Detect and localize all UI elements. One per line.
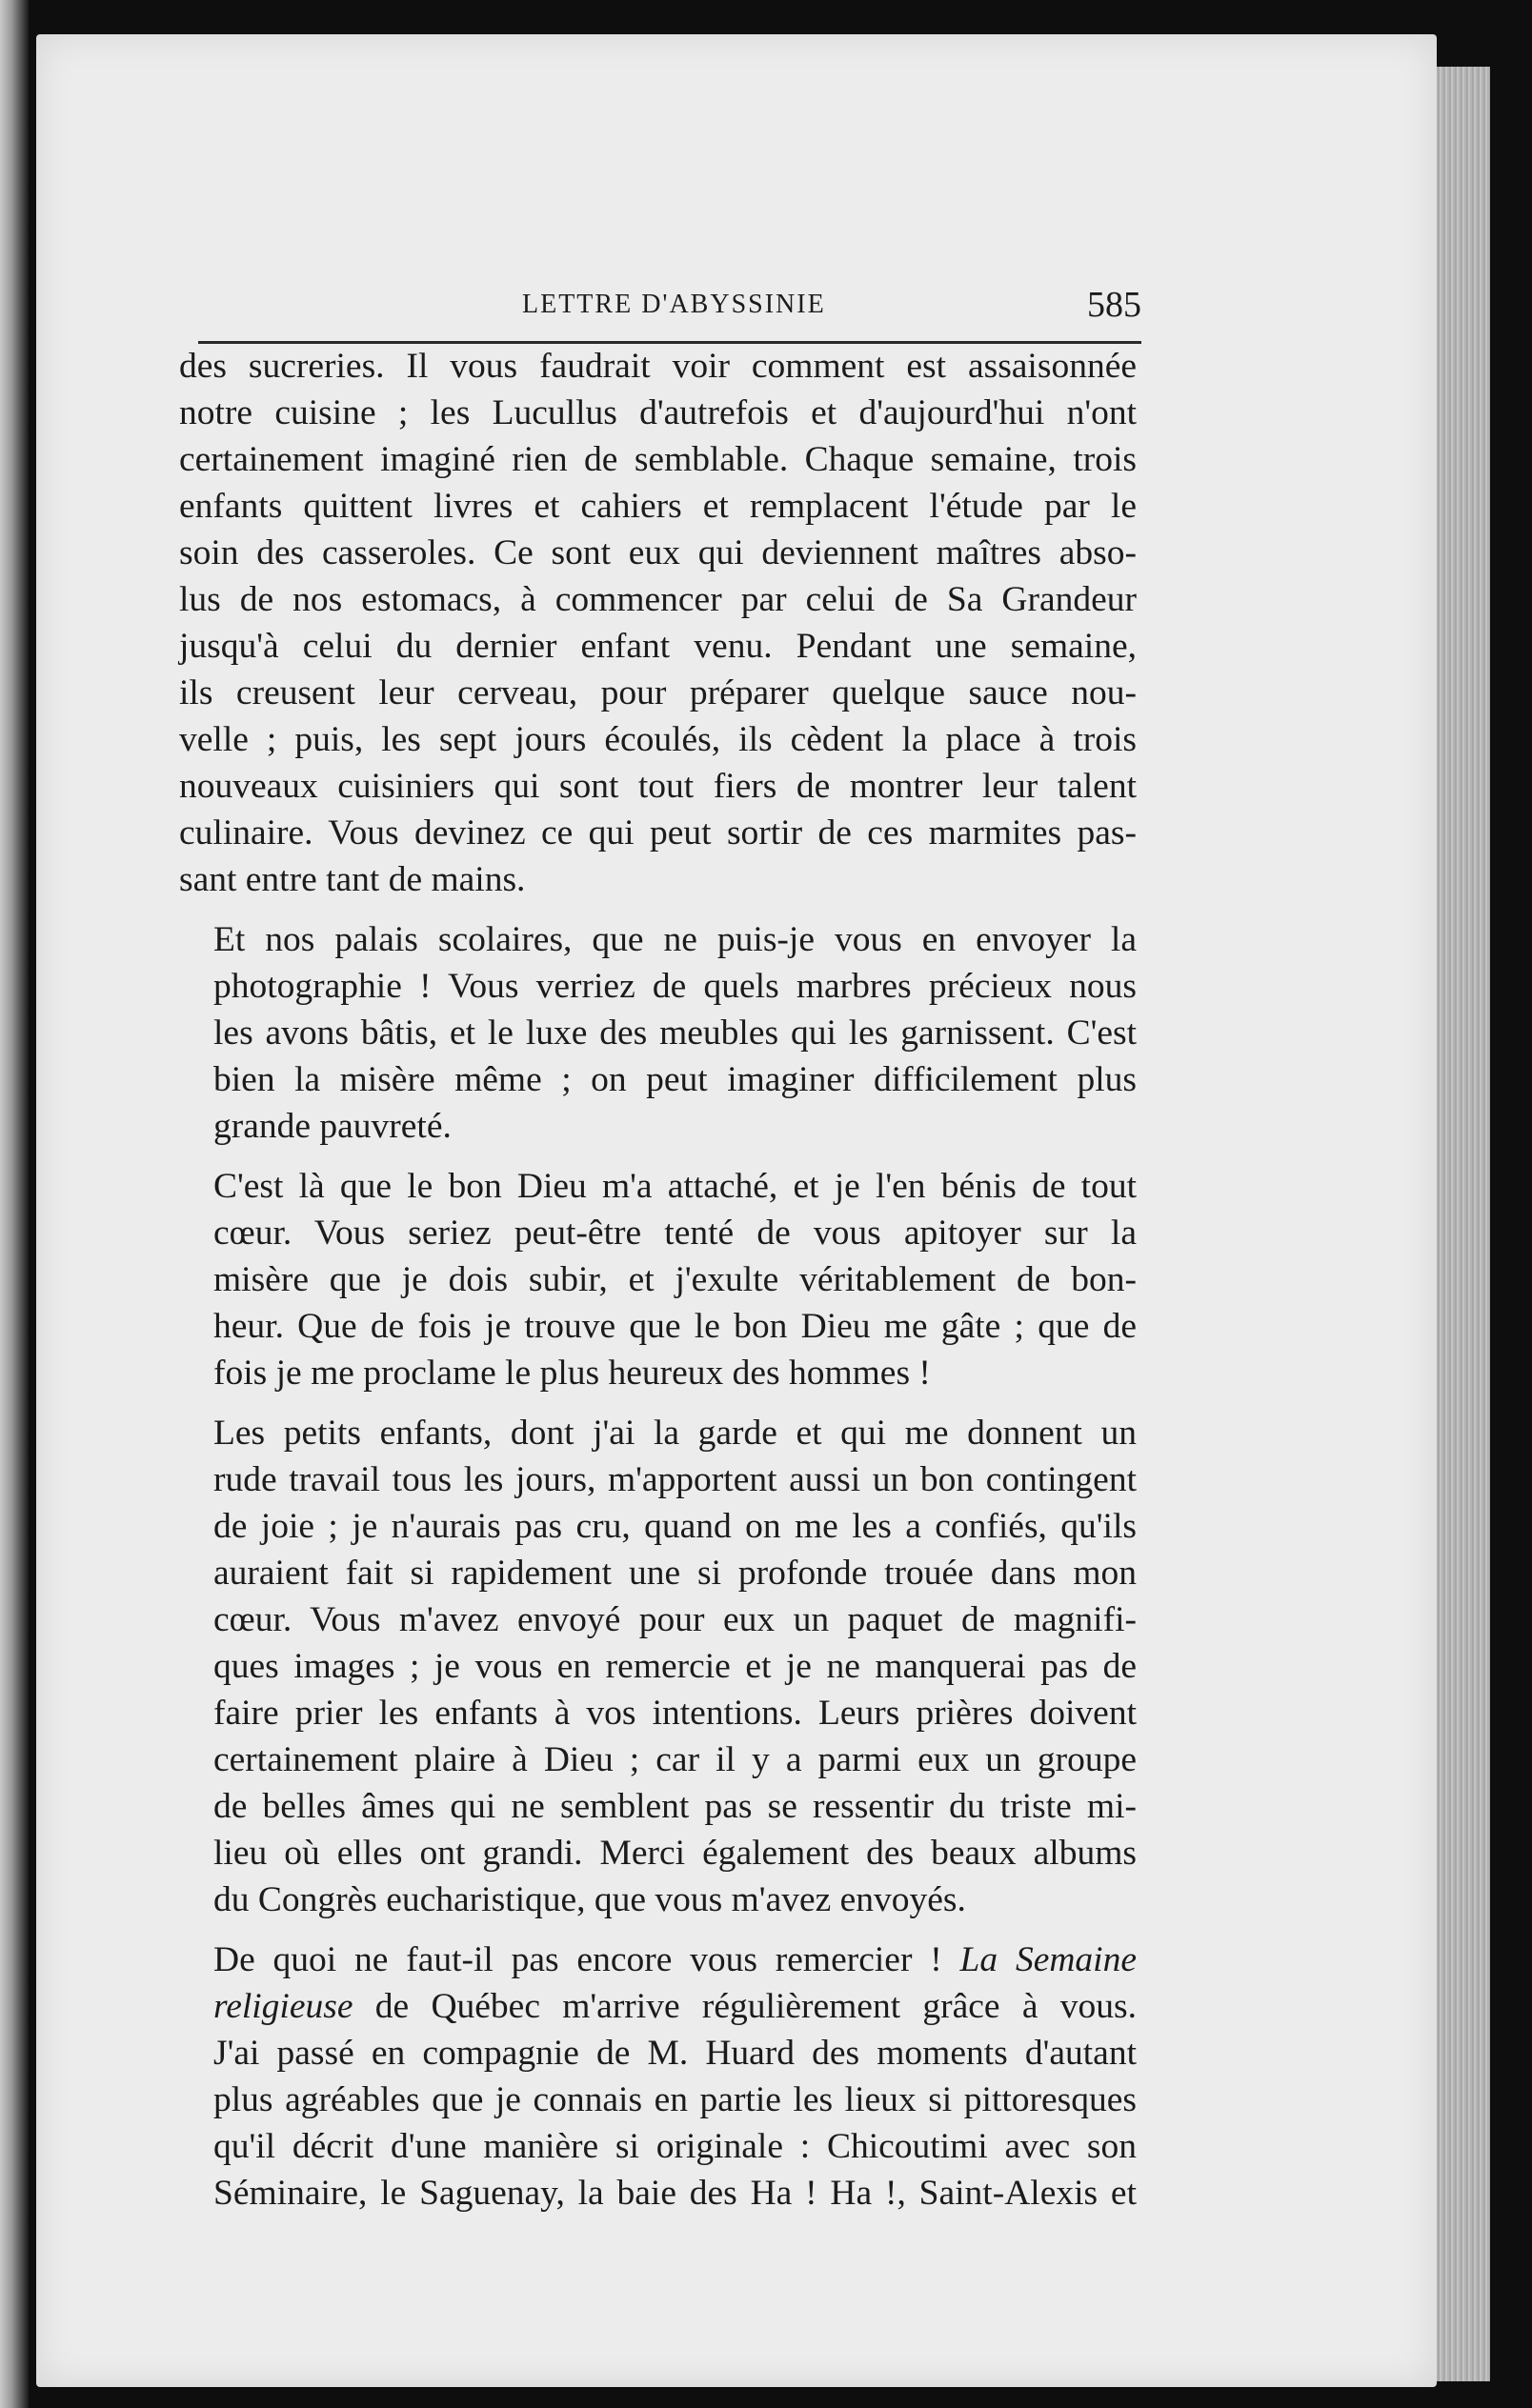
text-line: cœur. Vous seriez peut-être tenté de vous apitoyer sur la <box>213 1214 1137 1253</box>
text-line: ques images ; je vous en remercie et je ne manquerai pas de <box>213 1647 1137 1686</box>
text-fragment: De quoi ne faut-il pas encore vous remercier ! <box>213 1940 960 1979</box>
paragraph-4 <box>179 1410 1137 1923</box>
book-page-edges <box>1437 67 1490 2381</box>
text-line: fois je me proclame le plus heureux des hommes ! <box>213 1354 931 1393</box>
text-line: ils creusent leur cerveau, pour préparer quelque sauce nou- <box>179 673 1137 712</box>
text-line: jusqu'à celui du dernier enfant venu. Pendant une semaine, <box>179 627 1137 666</box>
text-line: Et nos palais scolaires, que ne puis-je vous en envoyer la <box>213 920 1137 959</box>
text-line: du Congrès eucharistique, que vous m'avez envoyés. <box>213 1880 966 1919</box>
text-line: C'est là que le bon Dieu m'a attaché, et je l'en bénis de tout <box>213 1167 1137 1206</box>
text-line: heur. Que de fois je trouve que le bon Dieu me gâte ; que de <box>213 1307 1137 1346</box>
paragraph-2 <box>179 916 1137 1150</box>
text-line: enfants quittent livres et cahiers et remplacent l'étude par le <box>179 487 1137 526</box>
text-line: culinaire. Vous devinez ce qui peut sortir de ces marmites pas- <box>179 813 1137 853</box>
text-line: soin des casseroles. Ce sont eux qui deviennent maîtres abso- <box>179 533 1137 572</box>
text-line: cœur. Vous m'avez envoyé pour eux un paquet de magnifi- <box>213 1600 1137 1639</box>
text-line <box>179 1936 1137 1983</box>
text-line <box>179 1983 1137 2030</box>
text-line: misère que je dois subir, et j'exulte véritablement de bon- <box>213 1260 1137 1299</box>
text-line: faire prier les enfants à vos intentions. Leurs prières doivent <box>213 1694 1137 1733</box>
text-line: bien la misère même ; on peut imaginer difficilement plus <box>213 1060 1137 1099</box>
text-line: Séminaire, le Saguenay, la baie des Ha ! Ha !, Saint-Alexis et <box>213 2174 1137 2213</box>
text-line: Les petits enfants, dont j'ai la garde et qui me donnent un <box>213 1414 1137 1453</box>
facing-page-edge <box>0 0 29 2408</box>
text-line: des sucreries. Il vous faudrait voir comment est assaisonnée <box>179 347 1137 386</box>
text-line: de belles âmes qui ne semblent pas se ressentir du triste mi- <box>213 1787 1137 1826</box>
text-line: J'ai passé en compagnie de M. Huard des moments d'autant <box>213 2034 1137 2073</box>
page-number: 585 <box>1087 285 1141 325</box>
text-line: de joie ; je n'aurais pas cru, quand on me les a confiés, qu'ils <box>213 1507 1137 1546</box>
book-page <box>36 34 1437 2387</box>
running-head-title: LETTRE D'ABYSSINIE <box>522 290 826 319</box>
text-line: sant entre tant de mains. <box>179 860 526 899</box>
paragraph-1 <box>179 343 1137 903</box>
text-line: lieu où elles ont grandi. Merci également des beaux albums <box>213 1834 1137 1873</box>
text-line: plus agréables que je connais en partie les lieux si pittoresques <box>213 2080 1137 2119</box>
running-head <box>198 284 1141 344</box>
paragraph-5 <box>179 1936 1137 2217</box>
text-line: nouveaux cuisiniers qui sont tout fiers de montrer leur talent <box>179 767 1137 806</box>
text-fragment: de Québec m'arrive régulièrement grâce à vous. <box>353 1987 1137 2026</box>
text-line: photographie ! Vous verriez de quels marbres précieux nous <box>213 967 1137 1006</box>
body-text <box>179 343 1137 2217</box>
text-line: auraient fait si rapidement une si profonde trouée dans mon <box>213 1554 1137 1593</box>
text-line: certainement plaire à Dieu ; car il y a parmi eux un groupe <box>213 1740 1137 1779</box>
text-line: certainement imaginé rien de semblable. Chaque semaine, trois <box>179 440 1137 479</box>
text-line: qu'il décrit d'une manière si originale : Chicoutimi avec son <box>213 2127 1137 2166</box>
text-line: rude travail tous les jours, m'apportent aussi un bon contingent <box>213 1460 1137 1499</box>
text-line: lus de nos estomacs, à commencer par celui de Sa Grandeur <box>179 580 1137 619</box>
text-line: les avons bâtis, et le luxe des meubles qui les garnissent. C'est <box>213 1013 1137 1053</box>
text-line: grande pauvreté. <box>213 1107 452 1146</box>
publication-title-part-2: religieuse <box>213 1987 353 2026</box>
paragraph-3 <box>179 1163 1137 1396</box>
text-line: notre cuisine ; les Lucullus d'autrefois et d'aujourd'hui n'ont <box>179 393 1137 432</box>
publication-title-part-1: La Semaine <box>959 1940 1137 1979</box>
text-line: velle ; puis, les sept jours écoulés, ils cèdent la place à trois <box>179 720 1137 759</box>
